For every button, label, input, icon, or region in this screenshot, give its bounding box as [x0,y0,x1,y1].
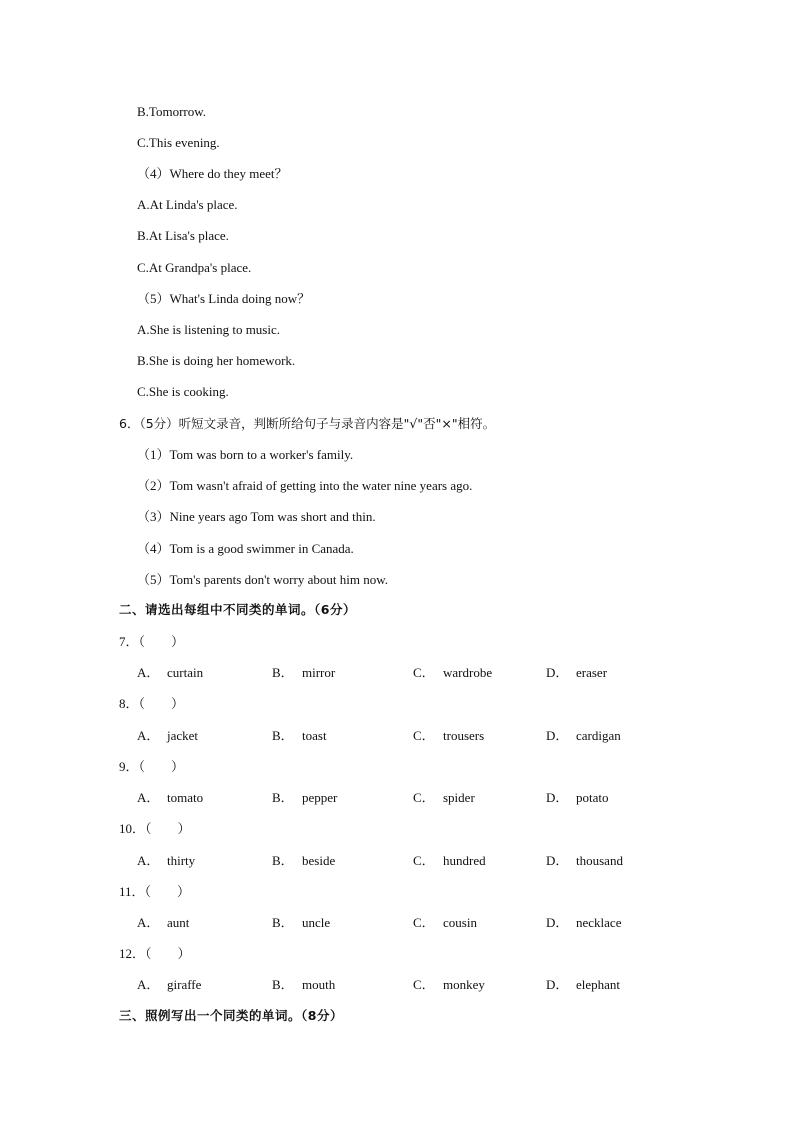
q6-item-1: （1）Tom was born to a worker's family. [137,447,354,462]
q12-option-d: D． elephant [546,977,621,992]
q5-sub5-question: （5）What's Linda doing now？ [137,291,311,306]
q11-option-a: A． aunt [137,915,190,930]
q10-options [137,853,657,869]
q9-options [137,790,657,806]
q7-number: 7．（ ） [119,634,185,649]
q8-number: 8．（ ） [119,696,185,711]
q9-option-c: C． spider [413,790,475,805]
q11-options [137,915,657,931]
q10-option-d: D． thousand [546,853,623,868]
q12-option-b: B． mouth [272,977,336,992]
q12-number: 12．（ ） [119,946,191,961]
q9-option-d: D． potato [546,790,609,805]
q8-option-d: D． cardigan [546,728,621,743]
q11-option-c: C． cousin [413,915,477,930]
q7-option-d: D． eraser [546,665,608,680]
q8-options [137,728,657,744]
q5-sub3-option-b: B.Tomorrow. [137,104,207,119]
q6-item-5: （5）Tom's parents don't worry about him now. [137,572,388,587]
q6-item-3: （3）Nine years ago Tom was short and thin. [137,509,376,524]
q12-option-c: C． monkey [413,977,485,992]
q11-option-b: B． uncle [272,915,331,930]
q5-sub5-option-a: A.She is listening to music. [137,322,280,337]
q9-option-b: B． pepper [272,790,338,805]
q10-option-b: B． beside [272,853,336,868]
q10-number: 10．（ ） [119,821,191,836]
q9-number: 9．（ ） [119,759,185,774]
q7-option-b: B． mirror [272,665,336,680]
q5-sub5-option-b: B.She is doing her homework. [137,353,296,368]
q5-sub5-option-c: C.She is cooking. [137,384,229,399]
q9-option-a: A． tomato [137,790,204,805]
q10-option-a: A． thirty [137,853,196,868]
q12-options [137,977,657,993]
section-2-heading: 二、请选出每组中不同类的单词。（6分） [119,602,356,617]
section-3-heading: 三、照例写出一个同类的单词。（8分） [119,1008,343,1023]
q8-option-b: B． toast [272,728,327,743]
q5-sub3-option-c: C.This evening. [137,135,220,150]
q6-title: 6．（5分）听短文录音，判断所给句子与录音内容是"√"否"×"相符。 [119,416,496,431]
q6-item-2: （2）Tom wasn't afraid of getting into the water nine years ago. [137,478,473,493]
q12-option-a: A． giraffe [137,977,202,992]
q10-option-c: C． hundred [413,853,486,868]
q5-sub4-option-b: B.At Lisa's place. [137,228,229,243]
q7-options [137,665,657,681]
q7-option-a: A． curtain [137,665,204,680]
q8-option-c: C． trousers [413,728,485,743]
q8-option-a: A． jacket [137,728,199,743]
q7-option-c: C． wardrobe [413,665,493,680]
q5-sub4-question: （4）Where do they meet？ [137,166,288,181]
q6-item-4: （4）Tom is a good swimmer in Canada. [137,541,354,556]
q11-number: 11．（ ） [119,884,191,899]
q5-sub4-option-a: A.At Linda's place. [137,197,238,212]
q5-sub4-option-c: C.At Grandpa's place. [137,260,252,275]
q11-option-d: D． necklace [546,915,622,930]
